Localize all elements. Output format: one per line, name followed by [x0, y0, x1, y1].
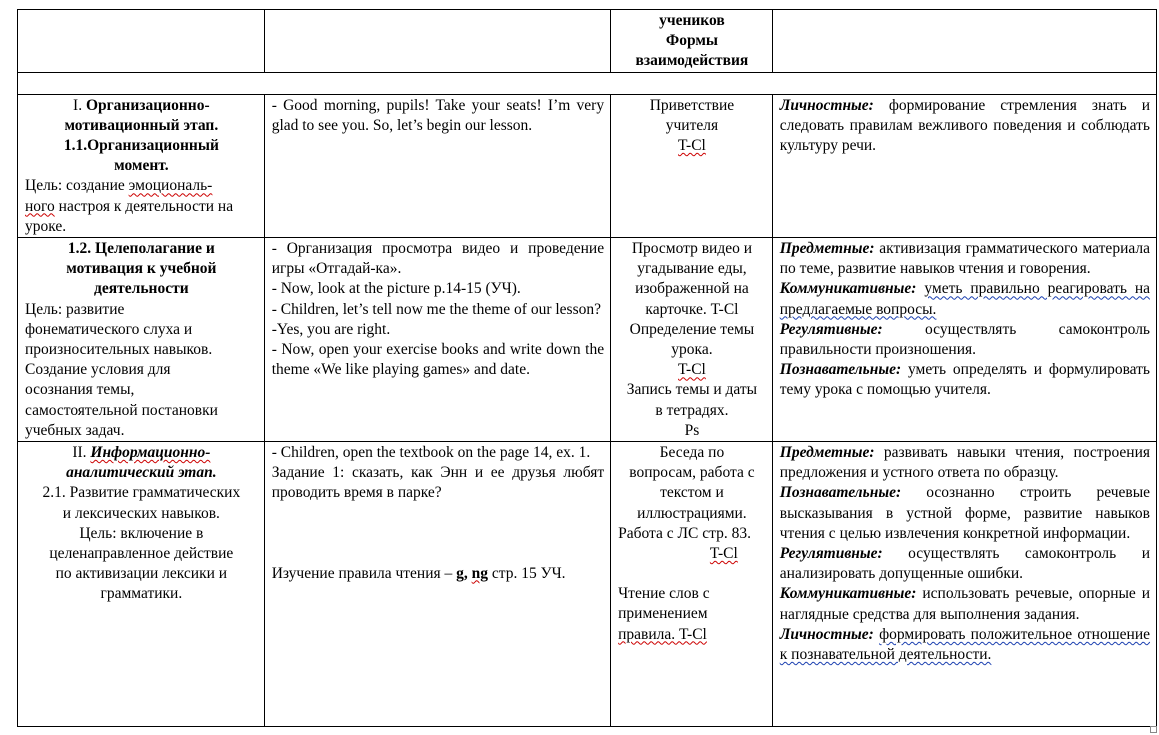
- goal-line: по активизации лексики и: [55, 565, 228, 583]
- stage-cell: [18, 238, 265, 442]
- goal-line: Цель: развитие: [25, 300, 125, 318]
- stage-goal: Цель: создание эмоциональ- ного настроя к деятельности на уроке.: [25, 177, 234, 235]
- teacher-line: Задание 1: сказать, как Энн и ее друзья любят проводить время в парке?: [271, 464, 605, 502]
- form-line: применением: [618, 605, 708, 623]
- outcome-item: Коммуникативные: использовать речевые, опорные и наглядные средства для выполнения задания.: [779, 585, 1151, 623]
- header-cell-1: [18, 10, 265, 73]
- outcome-cell: [772, 442, 1156, 727]
- goal-line: Создание условия для: [25, 361, 171, 379]
- table-resize-handle[interactable]: [1150, 726, 1157, 733]
- stage-title-line: момент.: [114, 157, 169, 175]
- outcome-item: Коммуникативные: уметь правильно реагировать на предлагаемые вопросы.: [779, 280, 1150, 318]
- stage-cell: [18, 442, 265, 727]
- goal-line: целенаправленное действие: [49, 545, 234, 563]
- form-line: Запись темы и даты: [626, 381, 758, 399]
- form-code: T-Cl: [678, 137, 706, 155]
- header-line: Формы: [665, 32, 718, 50]
- form-line: Определение темы: [629, 320, 755, 338]
- form-line: Работа с ЛС стр. 83.: [618, 524, 751, 542]
- teacher-line: - Now, look at the picture p.14-15 (УЧ).: [271, 280, 521, 298]
- stage-title-line: 1.1.Организационный: [63, 137, 219, 155]
- header-cell-4: [772, 10, 1156, 73]
- form-line: карточке. T-Cl: [645, 300, 739, 318]
- lesson-plan-table: [17, 9, 1157, 727]
- teacher-cell: [264, 94, 610, 237]
- form-line: изображенной на: [635, 280, 749, 298]
- teacher-line: - Children, let’s tell now me the theme of our lesson?: [271, 300, 601, 318]
- form-line: Ps: [684, 421, 700, 439]
- outcome-item: Познавательные: уметь определять и формулировать тему урока с помощью учителя.: [779, 361, 1151, 399]
- stage-row-3: [18, 442, 1157, 727]
- form-line: учителя: [665, 116, 719, 134]
- teacher-line: Изучение правила чтения – g, ng стр. 15 УЧ.: [271, 564, 566, 582]
- form-cell: [611, 238, 773, 442]
- substage-line: и лексических навыков.: [62, 504, 220, 522]
- spacer-row: [18, 72, 1157, 94]
- form-code: T-Cl: [709, 545, 738, 563]
- header-line: взаимодействия: [635, 52, 749, 70]
- goal-line: Цель: включение в: [79, 524, 204, 542]
- header-line: учеников: [659, 12, 725, 29]
- form-line: Просмотр видео и: [631, 240, 753, 258]
- stage-row-1: [18, 94, 1157, 237]
- outcome-cell: [772, 238, 1156, 442]
- outcome-item: Познавательные: осознанно строить речевые высказывания в устной форме, развитие навыков чтения с целью извлечения конкретной информации.: [779, 484, 1150, 542]
- outcome-item: Личностные: формирование стремления знать и следовать правилам вежливого поведения и соблюдать культуру речи.: [779, 96, 1150, 155]
- goal-line: осознания темы,: [25, 381, 135, 399]
- form-line: иллюстрациями.: [637, 504, 747, 522]
- form-line: урока.: [671, 341, 713, 359]
- form-line: Чтение слов с: [618, 585, 710, 603]
- form-line: угадывание еды,: [637, 260, 747, 278]
- goal-line: самостоятельной постановки: [25, 401, 218, 419]
- teacher-text: - Good morning, pupils! Take your seats! I’m very glad to see you. So, let’s begin our lesson.: [271, 96, 605, 134]
- stage-title-line: 1.2. Целеполагание и: [67, 240, 215, 258]
- outcome-item: Предметные: активизация грамматического материала по теме, развитие навыков чтения и говорения.: [779, 240, 1150, 278]
- stage-title: I. Организационно-: [73, 96, 210, 114]
- form-line: правила. T-Cl: [618, 625, 707, 643]
- spacer: [618, 564, 766, 584]
- outcome-cell: [772, 94, 1156, 237]
- form-code: T-Cl: [678, 361, 706, 379]
- form-cell: [611, 442, 773, 727]
- stage-title-line: деятельности: [94, 280, 189, 298]
- form-cell: [611, 94, 773, 237]
- stage-cell: [18, 94, 265, 237]
- form-line: вопросам, работа с: [629, 464, 755, 482]
- outcome-item: Регулятивные: осуществлять самоконтроль и анализировать допущенные ошибки.: [779, 545, 1151, 583]
- outcome-item: Предметные: развивать навыки чтения, построения предложения и устного ответа по образцу.: [779, 444, 1151, 482]
- teacher-line: - Организация просмотра видео и проведение игры «Отгадай-ка».: [271, 240, 605, 278]
- goal-line: фонематического слуха и: [25, 320, 193, 338]
- spacer: [272, 504, 604, 564]
- header-row: [18, 10, 1157, 73]
- spacer-cell: [18, 72, 1157, 94]
- goal-line: произносительных навыков.: [25, 341, 213, 359]
- stage-title: II. Информационно-: [72, 444, 211, 462]
- substage-line: 2.1. Развитие грамматических: [42, 484, 241, 502]
- teacher-line: -Yes, you are right.: [271, 320, 391, 338]
- stage-title-line: аналитический этап.: [66, 464, 217, 482]
- header-cell-2: [264, 10, 610, 73]
- form-line: Беседа по: [659, 444, 725, 462]
- stage-title-line: мотивация к учебной: [66, 260, 217, 278]
- goal-line: грамматики.: [100, 585, 183, 603]
- teacher-line: - Now, open your exercise books and write down the theme «We like playing games» and date.: [271, 341, 605, 379]
- teacher-line: - Children, open the textbook on the page 14, ex. 1.: [271, 444, 591, 462]
- goal-line: учебных задач.: [25, 421, 125, 439]
- form-line: текстом и: [660, 484, 724, 502]
- stage-title-line: мотивационный этап.: [64, 116, 219, 134]
- teacher-cell: [264, 238, 610, 442]
- outcome-item: Личностные: формировать положительное отношение к познавательной деятельности.: [779, 625, 1151, 664]
- form-line: в тетрадях.: [655, 401, 729, 419]
- teacher-cell: [264, 442, 610, 727]
- stage-row-2: [18, 238, 1157, 442]
- header-cell-forms: [611, 10, 773, 73]
- outcome-item: Регулятивные: осуществлять самоконтроль правильности произношения.: [779, 320, 1150, 359]
- form-line: Приветствие: [649, 96, 735, 114]
